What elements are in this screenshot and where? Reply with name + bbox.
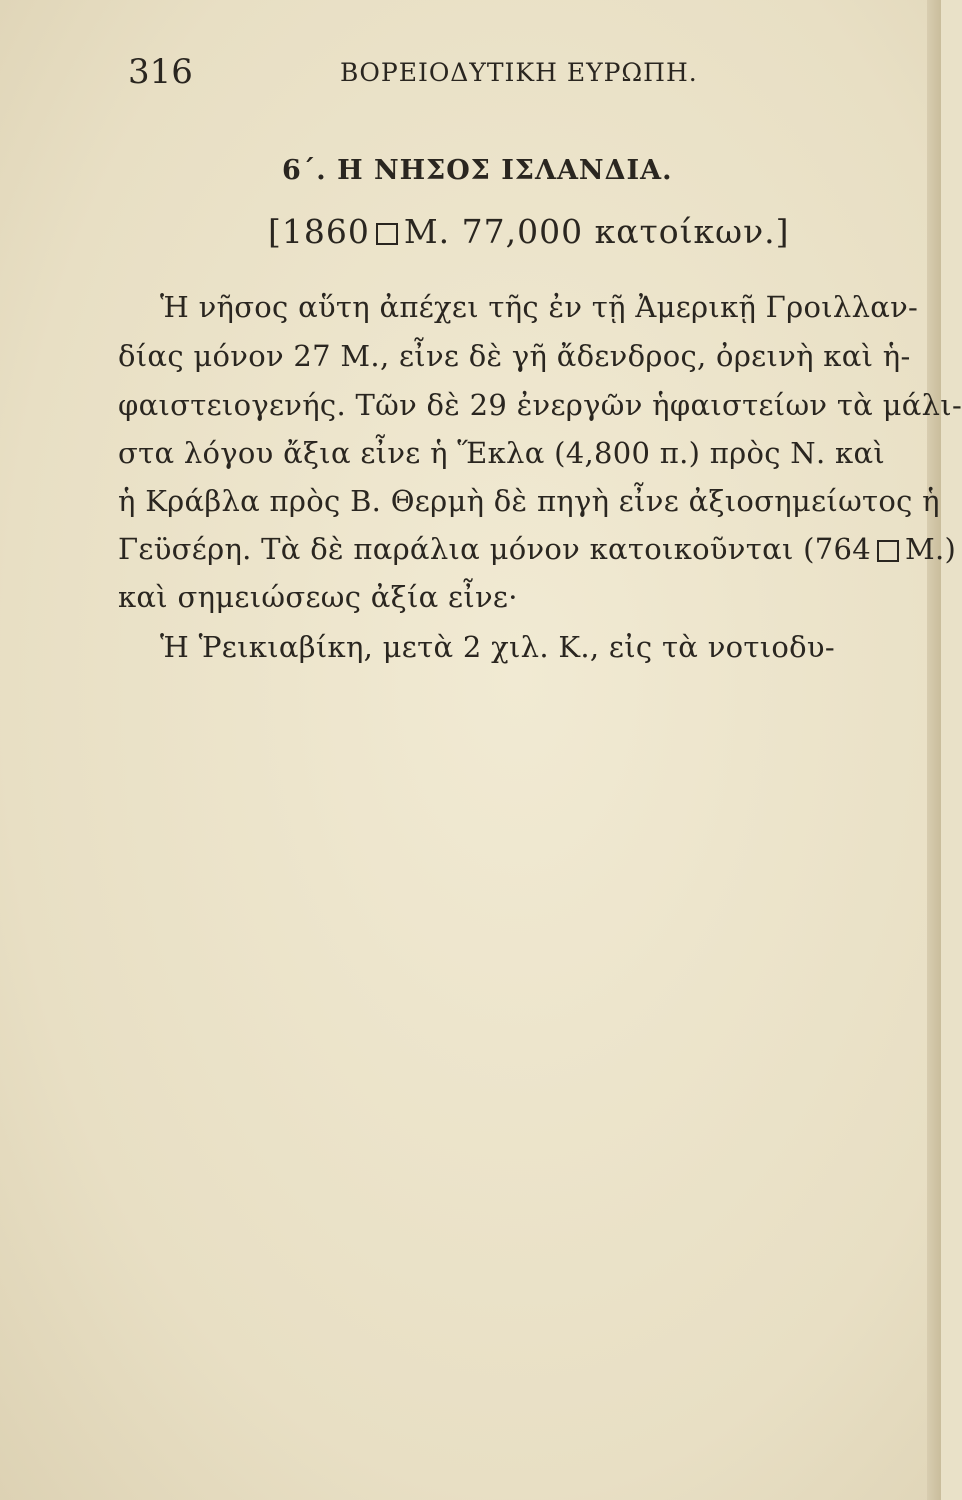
paragraph-line-text: Γεϋσέρη. Τὰ δὲ παράλια μόνον κατοικοῦνται (764 [118, 532, 872, 566]
page-edge [927, 0, 941, 1500]
section-stats-area: [1860 [268, 212, 370, 251]
section-stats-population: Μ. 77,000 κατοίκων.] [403, 212, 790, 251]
square-miles-icon [877, 540, 899, 562]
section-title: 6΄. Η ΝΗΣΟΣ ΙΣΛΑΝΔΙΑ. [282, 155, 673, 186]
paragraph-line: φαιστειογενής. Τῶν δὲ 29 ἐνεργῶν ἡφαιστείων τὰ μάλι- [118, 388, 962, 422]
paragraph-line: Ἡ Ῥεικιαβίκη, μετὰ 2 χιλ. Κ., εἰς τὰ νοτιοδυ- [160, 630, 835, 664]
paragraph-line: δίας μόνον 27 Μ., εἶνε δὲ γῆ ἄδενδρος, ὀρεινὴ καὶ ἡ- [118, 339, 911, 373]
square-miles-icon [376, 223, 398, 245]
running-title: ΒΟΡΕΙΟΔΥΤΙΚΗ ΕΥΡΩΠΗ. [340, 58, 698, 87]
paragraph-line: στα λόγου ἄξια εἶνε ἡ Ἕκλα (4,800 π.) πρὸς Ν. καὶ [118, 436, 886, 470]
paragraph-line-suffix: Μ.) [905, 532, 957, 566]
page-number: 316 [128, 52, 193, 92]
section-stats [268, 212, 790, 251]
paragraph-line: Ἡ νῆσος αὕτη ἀπέχει τῆς ἐν τῇ Ἀμερικῇ Γροιλλαν- [160, 290, 919, 324]
paragraph-line: ἡ Κράβλα πρὸς Β. Θερμὴ δὲ πηγὴ εἶνε ἀξιοσημείωτος ἡ [118, 484, 940, 518]
paragraph-line [118, 532, 956, 566]
paragraph-line: καὶ σημειώσεως ἀξία εἶνε· [118, 580, 518, 614]
